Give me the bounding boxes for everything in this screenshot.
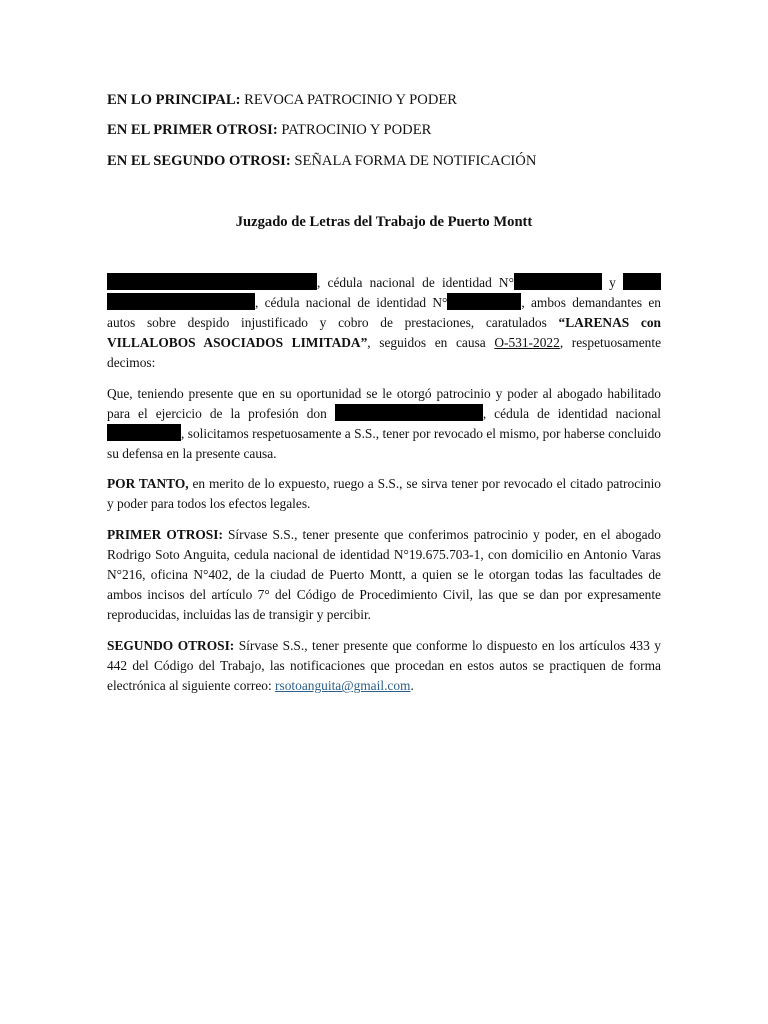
email-link[interactable]: rsotoanguita@gmail.com <box>275 678 411 693</box>
sumilla-label: EN EL SEGUNDO OTROSI: <box>107 153 291 169</box>
redacted-name <box>107 273 317 290</box>
text-segment: Sírvase S.S., tener presente que conforme lo dispuesto en los artículos 433 y 442 del Código del Trabajo, las notificaciones que procedan en estos autos se practiquen de forma electrónica al siguiente correo: <box>107 638 661 693</box>
paragraph-segundo-otrosi <box>107 636 661 696</box>
case-caption: “LARENAS con VILLALOBOS ASOCIADOS LIMITADA” <box>107 315 661 350</box>
sumilla-principal <box>107 90 667 110</box>
sumilla-text: PATROCINIO Y PODER <box>277 122 432 138</box>
sumilla-primer-otrosi <box>107 120 667 140</box>
text-segment: , seguidos en causa <box>367 335 495 350</box>
redacted-id <box>447 293 521 310</box>
sumilla-text: SEÑALA FORMA DE NOTIFICACIÓN <box>290 153 537 169</box>
text-segment: , cédula nacional de identidad N° <box>317 275 514 290</box>
text-segment: , cédula nacional de identidad N° <box>255 295 448 310</box>
text-segment: . <box>410 678 414 693</box>
text-segment: , solicitamos respetuosamente a S.S., tener por revocado el mismo, por haberse concluido su defensa en la presente causa. <box>107 426 661 461</box>
redacted-id <box>514 273 602 290</box>
section-label: POR TANTO, <box>107 476 189 491</box>
text-segment: , cédula de identidad nacional <box>482 406 661 421</box>
text-segment: Que, teniendo presente que en su oportunidad se le otorgó patrocinio y poder al abogado habilitado para el ejercicio de la profesión don <box>107 386 661 421</box>
text-segment: y <box>601 275 623 290</box>
sumilla-label: EN LO PRINCIPAL: <box>107 92 241 108</box>
sumilla-segundo-otrosi <box>107 151 667 171</box>
redacted-id <box>107 424 181 441</box>
text-segment: en merito de lo expuesto, ruego a S.S., se sirva tener por revocado el citado patrocinio y poder para todos los efectos legales. <box>107 476 661 511</box>
text-segment: , respetuosamente decimos: <box>107 335 662 370</box>
redacted-name <box>623 273 661 290</box>
paragraph-comparecencia <box>107 273 661 373</box>
text-segment: , ambos demandantes en autos sobre despido injustificado y cobro de prestaciones, caratulados <box>107 295 661 330</box>
redacted-lawyer-name <box>335 404 483 421</box>
court-title: Juzgado de Letras del Trabajo de Puerto Montt <box>235 214 533 230</box>
paragraph-revocacion <box>107 384 661 464</box>
sumilla-label: EN EL PRIMER OTROSI: <box>107 122 278 138</box>
section-label: PRIMER OTROSI: <box>107 527 223 542</box>
paragraph-por-tanto <box>107 474 661 514</box>
text-segment: Sírvase S.S., tener presente que conferimos patrocinio y poder, en el abogado Rodrigo Soto Anguita, cedula nacional de identidad N°19.675.703-1, con domicilio en Antonio Varas N°216, oficina N°402, de la ciudad de Puerto Montt, a quien se le otorgan todas las facultades de ambos incisos del artículo 7° del Código de Procedimiento Civil, las que se dan por expresamente reproducidas, incluidas las de transigir y percibir. <box>107 527 661 622</box>
case-number: O-531-2022 <box>494 335 560 350</box>
redacted-name <box>107 293 255 310</box>
section-label: SEGUNDO OTROSI: <box>107 638 235 653</box>
paragraph-primer-otrosi <box>107 525 661 625</box>
sumilla-text: REVOCA PATROCINIO Y PODER <box>240 92 458 108</box>
